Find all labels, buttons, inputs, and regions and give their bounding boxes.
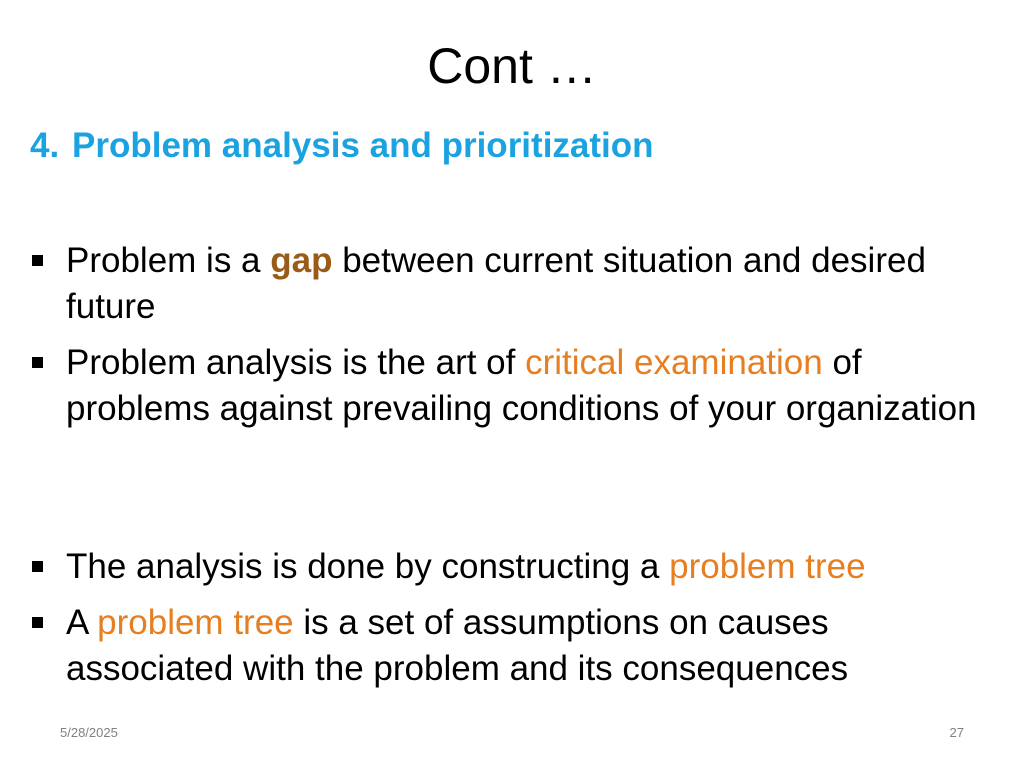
- bullet-item: [28, 238, 978, 330]
- highlight-problem-tree: problem tree: [97, 603, 294, 642]
- square-bullet-icon: [32, 617, 43, 628]
- section-heading-text: Problem analysis and prioritization: [72, 126, 654, 165]
- bullet-text: is a set of assumptions on causes associated with the problem and its consequences: [66, 603, 849, 688]
- square-bullet-icon: [32, 561, 43, 572]
- section-heading: [30, 124, 654, 168]
- slide-title: Cont …: [427, 38, 597, 94]
- bullet-text: The analysis is done by constructing a: [66, 547, 670, 586]
- bullet-list-definitions: [28, 238, 978, 432]
- square-bullet-icon: [32, 255, 43, 266]
- bullet-item: [28, 544, 978, 590]
- page-number: 27: [949, 725, 964, 740]
- highlight-gap: gap: [270, 241, 333, 280]
- highlight-problem-tree: problem tree: [669, 547, 866, 586]
- section-number: 4.: [30, 126, 60, 165]
- bullet-text: of problems against prevailing conditions of your organization: [66, 343, 977, 428]
- bullet-text: Problem analysis is the art of: [66, 343, 526, 382]
- bullet-text: between current situation and desired future: [66, 241, 926, 326]
- bullet-item: [28, 600, 978, 692]
- bullet-item: [28, 340, 978, 432]
- bullet-text: A: [66, 603, 98, 642]
- bullet-list-problem-tree: [28, 544, 978, 692]
- square-bullet-icon: [32, 357, 43, 368]
- bullet-text: Problem is a: [66, 241, 271, 280]
- highlight-critical-examination: critical examination: [525, 343, 823, 382]
- footer-date: 5/28/2025: [60, 725, 118, 740]
